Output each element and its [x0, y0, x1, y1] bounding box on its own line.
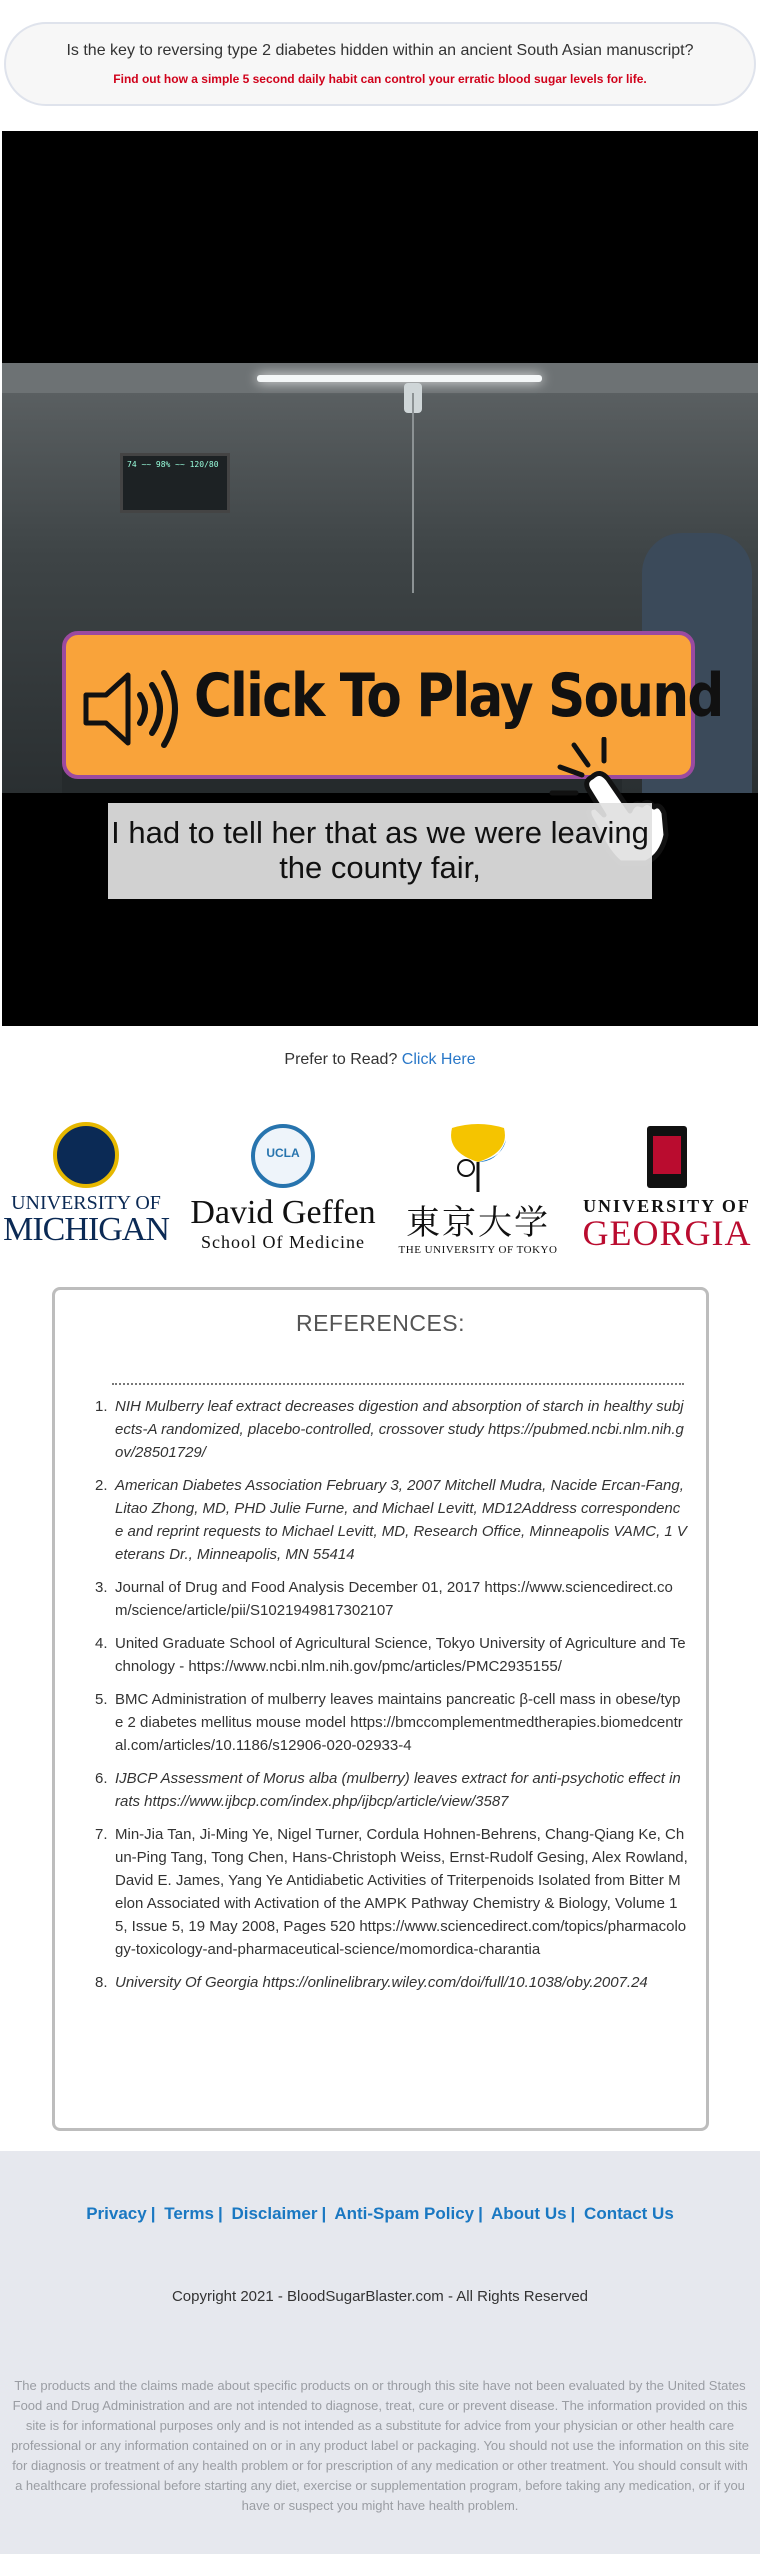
ginkgo-leaf-icon	[442, 1122, 514, 1194]
reference-item	[95, 1823, 688, 1961]
georgia-logo	[574, 1120, 760, 1253]
headline-box	[4, 22, 756, 106]
play-sound-label: Click To Play Sound	[194, 661, 723, 731]
link-separator: |	[217, 2204, 223, 2223]
reference-text: Min-Jia Tan, Ji-Ming Ye, Nigel Turner, Cordula Hohnen-Behrens, Chang-Qiang Ke, Chun-Ping Tang, Tong Chen, Hans-Christoph Weiss, Ernst-Rudolf Gesing, Alex Rowland, David E. James, Yang Ye Antidiabetic Activities of Triterpenoids Isolated from Bitter Melon Associated with Activation of the AMPK Pathway Chemistry & Biology, Volume 15, Issue 5, 19 May 2008, Pages 520 https://www.sciencedirect.com/topics/pharmacology-toxicology-and-pharmaceutical-science/momordica-charantia	[115, 1826, 688, 1958]
reference-text: United Graduate School of Agricultural Science, Tokyo University of Agriculture and Technology - https://www.ncbi.nlm.nih.gov/pmc/articles/PMC2935155/	[115, 1635, 686, 1675]
tokyo-line2: THE UNIVERSITY OF TOKYO	[398, 1244, 558, 1256]
link-separator: |	[150, 2204, 156, 2223]
fda-disclaimer: The products and the claims made about specific products on or through this site have not been evaluated by the United States Food and Drug Administration and are not intended to diagnose, treat, cure or prevent disease. The information provided on this site is for informational purposes only and is not intended as a substitute for advice from your physician or other health care professional or any information contained on or in any product label or packaging. You should not use the information on this site for diagnosis or treatment of any health problem or for prescription of any medication or other treatment. You should consult with a healthcare professional before starting any diet, exercise or supplementation program, before taking any medication, or if you have or suspect you might have health problem.	[11, 2378, 749, 2513]
references-title: REFERENCES:	[295, 1310, 466, 1336]
reference-number: 2.	[95, 1477, 108, 1494]
speaker-icon	[80, 665, 190, 753]
ucla-seal-text: UCLA	[266, 1146, 300, 1160]
terms-link[interactable]: Terms	[164, 2204, 214, 2223]
reference-number: 4.	[95, 1635, 108, 1652]
michigan-line2: MICHIGAN	[3, 1211, 169, 1248]
ucla-line1: David Geffen	[190, 1194, 376, 1231]
footer-links	[0, 2204, 760, 2224]
reference-item	[95, 1971, 688, 1994]
reference-number: 1.	[95, 1398, 108, 1415]
video-player[interactable]	[2, 131, 758, 1026]
tokyo-logo	[394, 1120, 562, 1256]
reference-number: 6.	[95, 1770, 108, 1787]
reference-item	[95, 1474, 688, 1566]
michigan-seal-icon	[53, 1122, 119, 1188]
georgia-line2: GEORGIA	[582, 1213, 752, 1253]
georgia-line1: UNIVERSITY OF	[583, 1196, 751, 1216]
monitor-readout: 74 ~~ 98% ~~ 120/80	[127, 460, 219, 469]
reference-number: 8.	[95, 1974, 108, 1991]
university-logos	[0, 1120, 760, 1256]
link-separator: |	[570, 2204, 576, 2223]
michigan-logo	[0, 1120, 172, 1250]
reference-number: 7.	[95, 1826, 108, 1843]
anti-spam-policy-link[interactable]: Anti-Spam Policy	[334, 2204, 475, 2223]
references-list	[95, 1395, 688, 1994]
disclaimer-link[interactable]: Disclaimer	[231, 2204, 318, 2223]
iv-pole	[412, 393, 414, 593]
headline-subtext: Find out how a simple 5 second daily habit can control your erratic blood sugar levels for life.	[113, 72, 647, 86]
about-us-link[interactable]: About Us	[491, 2204, 567, 2223]
michigan-line1: UNIVERSITY OF	[11, 1192, 161, 1214]
reference-text: IJBCP Assessment of Morus alba (mulberry) leaves extract for anti-psychotic effect in rats https://www.ijbcp.com/index.php/ijbcp/article/view/3587	[115, 1770, 681, 1810]
reference-item	[95, 1576, 688, 1622]
prefer-to-read	[0, 1051, 760, 1069]
reference-text: BMC Administration of mulberry leaves maintains pancreatic β-cell mass in obese/type 2 diabetes mellitus mouse model https://bmccomplementmedtherapies.biomedcentral.com/articles/10.1186/s12906-020-02933-4	[115, 1691, 683, 1754]
ucla-logo	[182, 1120, 384, 1250]
copyright: Copyright 2021 - BloodSugarBlaster.com - All Rights Reserved	[171, 2288, 589, 2305]
link-separator: |	[478, 2204, 483, 2223]
reference-text: American Diabetes Association February 3, 2007 Mitchell Mudra, Nacide Ercan-Fang, Litao Zhong, MD, PHD Julie Furne, and Michael Levitt, MD12Address correspondence and reprint requests to Michael Levitt, MD, Research Office, Minneapolis VAMC, 1 Veterans Dr., Minneapolis, MN 55414	[115, 1477, 687, 1563]
georgia-arch-icon	[647, 1126, 687, 1188]
reference-item	[95, 1767, 688, 1813]
reference-text: Journal of Drug and Food Analysis December 01, 2017 https://www.sciencedirect.com/science/article/pii/S1021949817302107	[115, 1579, 673, 1619]
reference-item	[95, 1395, 688, 1464]
privacy-link[interactable]: Privacy	[86, 2204, 147, 2223]
link-separator: |	[321, 2204, 327, 2223]
headline-question: Is the key to reversing type 2 diabetes hidden within an ancient South Asian manuscript?	[66, 42, 694, 59]
footer	[0, 2151, 760, 2554]
reference-text: NIH Mulberry leaf extract decreases digestion and absorption of starch in healthy subjects-A randomized, placebo-controlled, crossover study https://pubmed.ncbi.nlm.nih.gov/28501729/	[115, 1398, 684, 1461]
reference-text: University Of Georgia https://onlinelibrary.wiley.com/doi/full/10.1038/oby.2007.24	[115, 1974, 648, 1991]
references-box	[52, 1287, 709, 2131]
contact-us-link[interactable]: Contact Us	[584, 2204, 674, 2223]
video-caption: I had to tell her that as we were leaving the county fair,	[108, 803, 652, 899]
ceiling-light	[257, 375, 542, 382]
prefer-text: Prefer to Read?	[284, 1051, 398, 1068]
ucla-line2: School Of Medicine	[201, 1232, 365, 1252]
reference-item	[95, 1632, 688, 1678]
click-here-link[interactable]: Click Here	[401, 1051, 476, 1068]
ucla-seal-icon	[251, 1124, 315, 1188]
tokyo-line1: 東京大学	[406, 1203, 550, 1243]
reference-number: 3.	[95, 1579, 108, 1596]
heart-monitor	[120, 453, 230, 513]
reference-number: 5.	[95, 1691, 108, 1708]
references-divider	[112, 1383, 684, 1385]
reference-item	[95, 1688, 688, 1757]
